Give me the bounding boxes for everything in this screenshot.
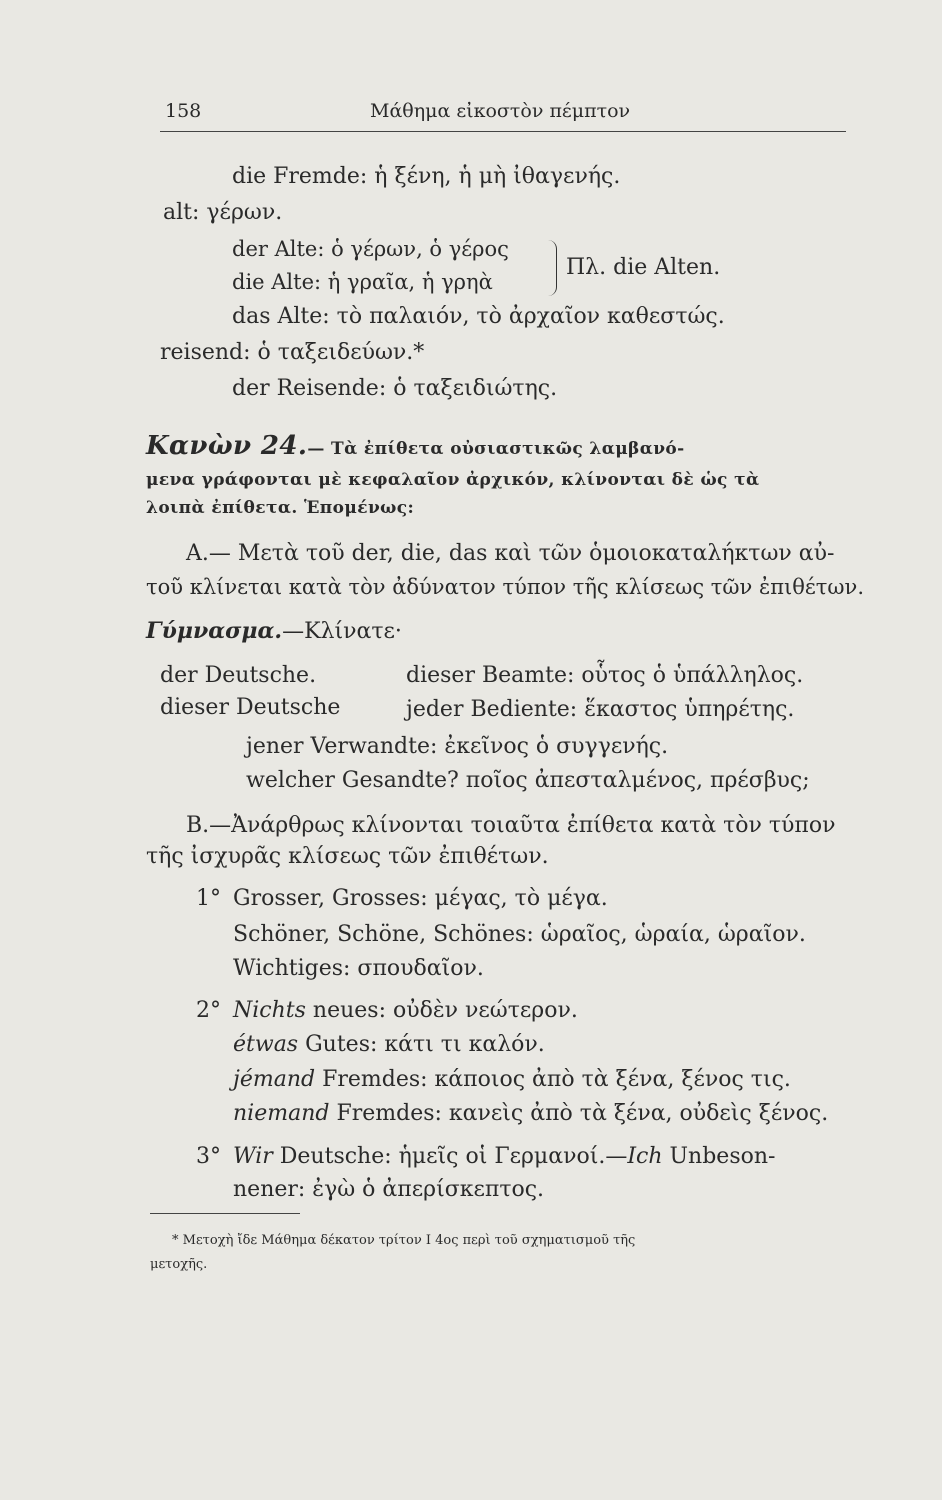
list-1-line-2: Schöner, Schöne, Schönes: ὡραῖος, ὡραία, ὡραῖον. <box>233 922 806 947</box>
exercise-label: Γύμνασμα. <box>146 618 283 644</box>
section-b-line-2: τῆς ἰσχυρᾶς κλίσεως τῶν ἐπιθέτων. <box>146 844 549 869</box>
list-3-line-2: nener: ἐγὼ ὁ ἀπερίσκεπτος. <box>233 1177 545 1202</box>
list-3-line-1 <box>233 1143 775 1171</box>
vocab-die-alte: die Alte: ἡ γραῖα, ἡ γρηὰ <box>232 270 493 294</box>
list-3-word-1: Wir <box>233 1144 273 1169</box>
footnote-rule <box>150 1213 300 1214</box>
header-rule <box>160 131 846 132</box>
exercise-instruction: —Κλίνατε· <box>282 619 402 644</box>
exercise-heading <box>146 617 402 646</box>
exercise-item: jeder Bediente: ἕκαστος ὑπηρέτης. <box>406 697 795 722</box>
vocab-das-alte: das Alte: τὸ παλαιόν, τὸ ἀρχαῖον καθεστώς. <box>232 304 725 329</box>
list-2-line-4 <box>233 1100 828 1128</box>
exercise-item: dieser Beamte: οὗτος ὁ ὑπάλληλος. <box>406 663 804 688</box>
list-2-word-4: niemand <box>233 1101 330 1126</box>
vocab-fremde: die Fremde: ἡ ξένη, ἡ μὴ ἰθαγενής. <box>232 164 621 189</box>
rule-line-2: μενα γράφονται μὲ κεφαλαῖον ἀρχικόν, κλίνονται δὲ ὡς τὰ <box>146 470 760 490</box>
exercise-item: der Deutsche. <box>160 663 317 688</box>
exercise-item: dieser Deutsche <box>160 695 341 720</box>
vocab-reisend: reisend: ὁ ταξειδεύων.* <box>160 340 425 365</box>
vocab-plural: Πλ. die Alten. <box>566 255 721 280</box>
list-2-line-1 <box>233 997 578 1025</box>
rule-label: Κανὼν 24. <box>146 431 308 461</box>
list-2-word-2: étwas <box>233 1032 299 1057</box>
list-1-number: 1° <box>196 886 221 911</box>
list-2-text-1: neues: οὐδὲν νεώτερον. <box>305 998 578 1023</box>
running-title: Μάθημα εἰκοστὸν πέμπτον <box>370 100 631 122</box>
list-2-line-2 <box>233 1031 545 1059</box>
brace <box>548 240 557 296</box>
vocab-reisende: der Reisende: ὁ ταξειδιώτης. <box>232 376 558 401</box>
list-2-text-2: Gutes: κάτι τι καλόν. <box>298 1032 545 1057</box>
list-2-word-3: jémand <box>233 1067 316 1092</box>
list-2-text-3: Fremdes: κάποιος ἀπὸ τὰ ξένα, ξένος τις. <box>315 1067 791 1092</box>
footnote-line-1: * Μετοχὴ ἴδε Μάθημα δέκατον τρίτον I 4ος περὶ τοῦ σχηματισμοῦ τῆς <box>172 1233 636 1248</box>
list-1-line-1: Grosser, Grosses: μέγας, τὸ μέγα. <box>233 886 608 911</box>
list-3-word-2: Ich <box>627 1144 663 1169</box>
list-2-line-3 <box>233 1066 791 1094</box>
exercise-item: jener Verwandte: ἐκεῖνος ὁ συγγενής. <box>246 734 669 759</box>
list-3-text-1: Deutsche: ἡμεῖς οἱ Γερμανοί.— <box>272 1144 628 1169</box>
list-2-word-1: Nichts <box>233 998 306 1023</box>
section-b-line-1: B.—Ἀνάρθρως κλίνονται τοιαῦτα ἐπίθετα κατὰ τὸν τύπον <box>186 813 836 838</box>
vocab-der-alte: der Alte: ὁ γέρων, ὁ γέρος <box>232 237 509 261</box>
exercise-item: welcher Gesandte? ποῖος ἀπεσταλμένος, πρέσβυς; <box>246 768 810 793</box>
footnote-line-2: μετοχῆς. <box>150 1257 208 1272</box>
vocab-alt: alt: γέρων. <box>163 200 283 225</box>
list-3-text-2: Unbeson- <box>662 1144 776 1169</box>
list-2-number: 2° <box>196 998 221 1023</box>
list-3-number: 3° <box>196 1144 221 1169</box>
rule-line-3: λοιπὰ ἐπίθετα. Ἑπομένως: <box>146 498 415 518</box>
page-number: 158 <box>165 100 202 122</box>
list-1-line-3: Wichtiges: σπουδαῖον. <box>233 956 484 981</box>
section-a-line-1: A.— Μετὰ τοῦ der, die, das καὶ τῶν ὁμοιοκαταλήκτων αὐ- <box>186 541 835 566</box>
list-2-text-4: Fremdes: κανεὶς ἀπὸ τὰ ξένα, οὐδεὶς ξένος. <box>329 1101 829 1126</box>
rule-line-1 <box>146 432 685 463</box>
section-a-line-2: τοῦ κλίνεται κατὰ τὸν ἀδύνατον τύπον τῆς κλίσεως τῶν ἐπιθέτων. <box>146 575 864 599</box>
rule-text-1: — Τὰ ἐπίθετα οὐσιαστικῶς λαμβανό- <box>307 439 685 459</box>
